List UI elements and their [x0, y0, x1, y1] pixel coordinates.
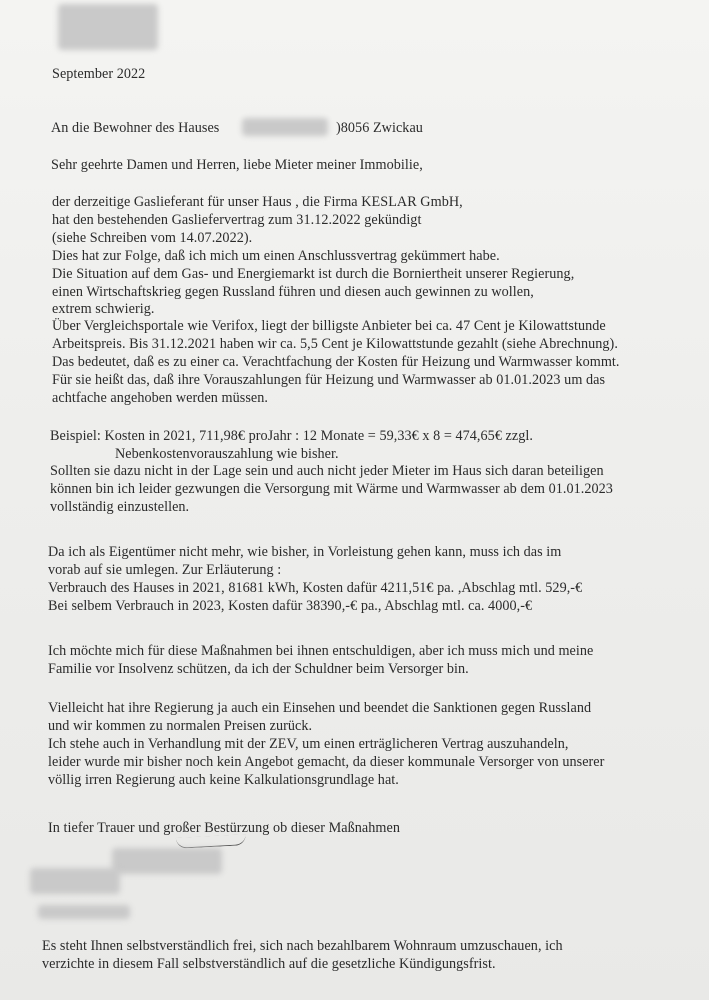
closing-line: In tiefer Trauer und großer Bestürzung ob dieser Maßnahmen: [48, 820, 400, 836]
body-line: achtfache angehoben werden müssen.: [52, 390, 268, 406]
footer-line: Es steht Ihnen selbstverständlich frei, sich nach bezahlbarem Wohnraum umzuschauen, ich: [42, 938, 563, 954]
body-line: Bei selbem Verbrauch in 2023, Kosten dafür 38390,-€ pa., Abschlag mtl. ca. 4000,-€: [48, 598, 533, 614]
body-line: Sollten sie dazu nicht in der Lage sein und auch nicht jeder Mieter im Haus sich daran beteiligen: [50, 463, 604, 479]
address-prefix: An die Bewohner des Hauses: [51, 120, 220, 136]
body-line: vorab auf sie umlegen. Zur Erläuterung :: [48, 562, 282, 578]
redacted-signature: [112, 848, 222, 874]
redacted-name-2: [38, 905, 130, 919]
body-line: Verbrauch des Hauses in 2021, 81681 kWh, Kosten dafür 4211,51€ pa. ,Abschlag mtl. 529,-€: [48, 580, 583, 596]
body-line: Für sie heißt das, daß ihre Vorauszahlungen für Heizung und Warmwasser ab 01.01.2023 um das: [52, 372, 606, 388]
body-line: Familie vor Insolvenz schützen, da ich der Schuldner beim Versorger bin.: [48, 661, 469, 677]
body-line: Vielleicht hat ihre Regierung ja auch ein Einsehen und beendet die Sanktionen gegen Russland: [48, 700, 592, 716]
body-line: völlig irren Regierung auch keine Kalkulationsgrundlage hat.: [48, 772, 399, 788]
body-line: (siehe Schreiben vom 14.07.2022).: [52, 230, 253, 246]
redacted-name: [30, 868, 120, 894]
redacted-sender: [58, 4, 158, 50]
letter-date: September 2022: [52, 66, 146, 82]
body-line: Über Vergleichsportale wie Verifox, liegt der billigste Anbieter bei ca. 47 Cent je Kilowattstunde: [52, 318, 606, 334]
body-line: vollständig einzustellen.: [50, 499, 190, 515]
body-line: Dies hat zur Folge, daß ich mich um einen Anschlussvertrag gekümmert habe.: [52, 248, 500, 264]
body-line: Ich stehe auch in Verhandlung mit der ZEV, um einen erträglicheren Vertrag auszuhandeln,: [48, 736, 569, 752]
example-line: Beispiel: Kosten in 2021, 711,98€ proJahr : 12 Monate = 59,33€ x 8 = 474,65€ zzgl.: [50, 428, 533, 444]
body-line: hat den bestehenden Gasliefervertrag zum 31.12.2022 gekündigt: [52, 212, 422, 228]
body-line: Das bedeutet, daß es zu einer ca. Verachtfachung der Kosten für Heizung und Warmwasser kommt.: [52, 354, 620, 370]
body-line: Ich möchte mich für diese Maßnahmen bei ihnen entschuldigen, aber ich muss mich und meine: [48, 643, 594, 659]
example-line: Nebenkostenvorauszahlung wie bisher.: [115, 446, 339, 462]
body-line: Da ich als Eigentümer nicht mehr, wie bisher, in Vorleistung gehen kann, muss ich das im: [48, 544, 562, 560]
body-line: Arbeitspreis. Bis 31.12.2021 haben wir ca. 5,5 Cent je Kilowattstunde gezahlt (siehe Abrechnung).: [52, 336, 618, 352]
body-line: der derzeitige Gaslieferant für unser Haus , die Firma KESLAR GmbH,: [52, 194, 463, 210]
body-line: leider wurde mir bisher noch kein Angebot gemacht, da dieser kommunale Versorger von unserer: [48, 754, 605, 770]
body-line: können bin ich leider gezwungen die Versorgung mit Wärme und Warmwasser ab dem 01.01.2023: [50, 481, 613, 497]
signature-stroke: [176, 834, 246, 849]
redacted-address: [242, 118, 328, 136]
body-line: und wir kommen zu normalen Preisen zurück.: [48, 718, 313, 734]
body-line: extrem schwierig.: [52, 301, 155, 317]
body-line: Die Situation auf dem Gas- und Energiemarkt ist durch die Borniertheit unserer Regierung,: [52, 266, 575, 282]
body-line: einen Wirtschaftskrieg gegen Russland führen und diesen auch gewinnen zu wollen,: [52, 284, 534, 300]
salutation: Sehr geehrte Damen und Herren, liebe Mieter meiner Immobilie,: [51, 157, 423, 173]
address-suffix: )8056 Zwickau: [336, 120, 423, 136]
footer-line: verzichte in diesem Fall selbstverständlich auf die gesetzliche Kündigungsfrist.: [42, 956, 496, 972]
